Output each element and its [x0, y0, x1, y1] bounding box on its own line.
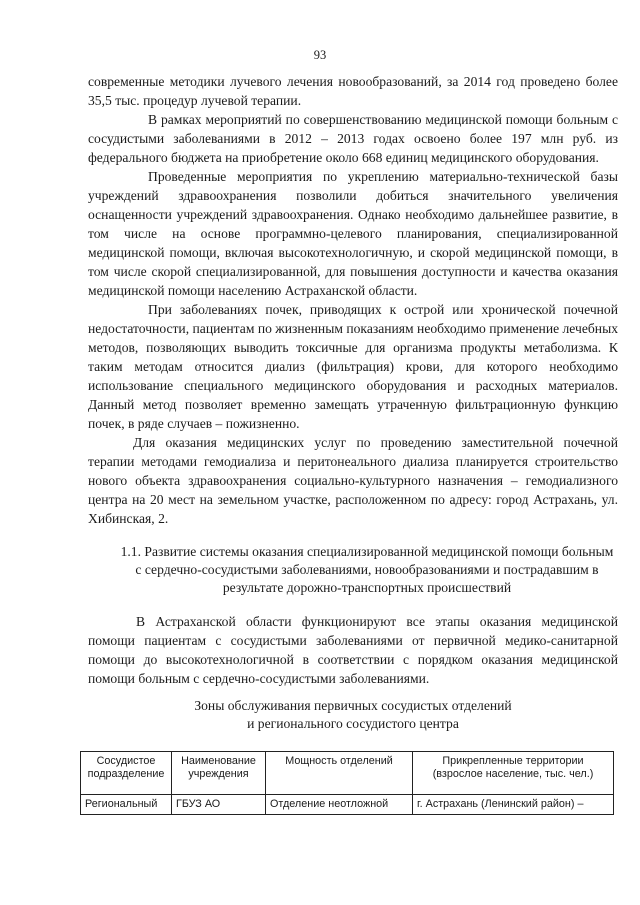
- table-cell: Отделение неотложной: [266, 795, 413, 815]
- header-cell: Сосудистое подразделение: [81, 752, 172, 795]
- paragraph: Проведенные мероприятия по укреплению материально-технической базы учреждений здравоохранения позволили добиться значительного увеличения оснащенности учреждений здравоохранения. Однако необходимо дальнейшее развитие, в том числе на основе программно-целевого планирования, специализированной медицинской помощи, включая высокотехнологичную, и скорой медицинской помощи, в том числе скорой специализированной, для повышения доступности и качества оказания медицинской помощи населению Астраханской области.: [88, 169, 618, 298]
- paragraph: современные методики лучевого лечения новообразований, за 2014 год проведено более 35,5 тыс. процедур лучевой терапии.: [88, 74, 618, 108]
- table-cell: г. Астрахань (Ленинский район) –: [413, 795, 614, 815]
- table-row: [81, 795, 614, 815]
- service-zones-table: [80, 751, 614, 815]
- section-heading: 1.1. Развитие системы оказания специализированной медицинской помощи больным с сердечно-сосудистыми заболеваниями, новообразованиями и пострадавшим в результате дорожно-транспортных происшествий: [120, 544, 614, 595]
- paragraph: В рамках мероприятий по совершенствованию медицинской помощи больным с сосудистыми заболеваниями в 2012 – 2013 годах освоено более 197 млн руб. из федерального бюджета на приобретение около 668 единиц медицинского оборудования.: [88, 112, 618, 165]
- paragraph: При заболеваниях почек, приводящих к острой или хронической почечной недостаточности, пациентам по жизненным показаниям необходимо применение лечебных методов, позволяющих выводить токсичные для организма продукты метаболизма. К таким методам относится диализ (фильтрация) крови, для которого необходимо использование специального медицинского оборудования и расходных материалов. Данный метод позволяет временно замещать утраченную фильтрационную функцию почек, в ряде случаев – пожизненно.: [88, 302, 618, 431]
- table-cell: Региональный: [81, 795, 172, 815]
- section-paragraph: В Астраханской области функционируют все этапы оказания медицинской помощи пациентам с сосудистыми заболеваниями от первичной медико-санитарной помощи до высокотехнологичной в соответствии с порядком оказания медицинской помощи больным с сердечно-сосудистыми заболеваниями.: [88, 614, 618, 686]
- table-cell: ГБУЗ АО: [172, 795, 266, 815]
- header-cell: Наименование учреждения: [172, 752, 266, 795]
- paragraph: Для оказания медицинских услуг по проведению заместительной почечной терапии методами гемодиализа и перитонеального диализа планируется строительство нового объекта здравоохранения социально-культурного назначения – гемодиализного центра на 20 мест на земельном участке, расположенном по адресу: город Астрахань, ул. Хибинская, 2.: [88, 435, 618, 526]
- caption-line: и регионального сосудистого центра: [247, 716, 459, 731]
- header-cell: Мощность отделений: [266, 752, 413, 795]
- header-cell: Прикрепленные территории (взрослое население, тыс. чел.): [413, 752, 614, 795]
- page-number: 93: [313, 48, 327, 62]
- body-text: [88, 72, 618, 528]
- caption-line: Зоны обслуживания первичных сосудистых отделений: [194, 698, 512, 713]
- table-header-row: [81, 752, 614, 795]
- table-caption: [88, 697, 618, 733]
